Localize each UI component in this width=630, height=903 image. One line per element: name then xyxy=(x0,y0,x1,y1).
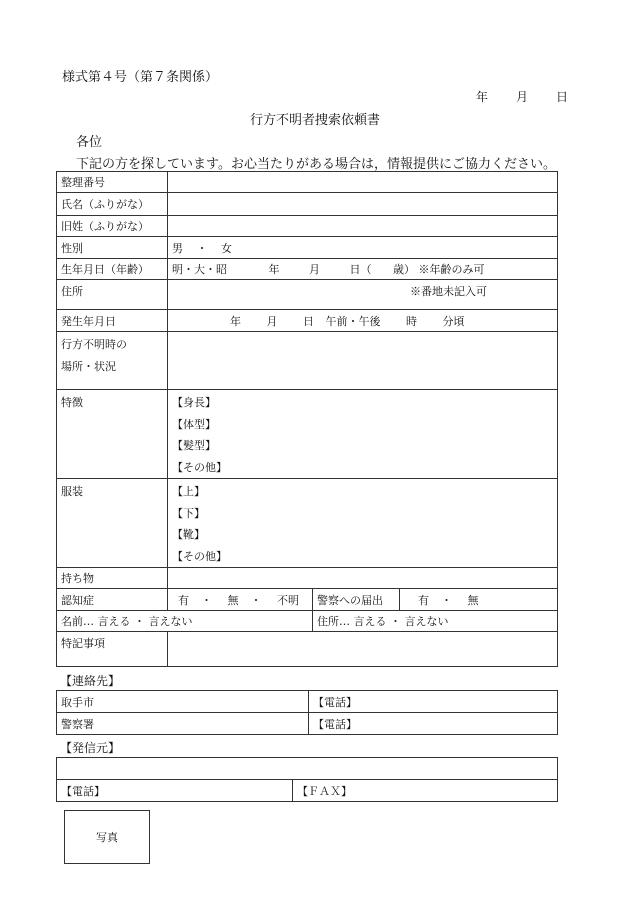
police-report-field[interactable]: 有 ・ 無 xyxy=(400,589,558,611)
sender-phone[interactable]: 【電話】 xyxy=(57,780,293,802)
missing-place-line-1: 行方不明時の xyxy=(61,338,127,351)
dementia-no[interactable]: 無 xyxy=(227,593,239,607)
name-kana-field[interactable] xyxy=(168,193,558,216)
occ-minute: 分頃 xyxy=(442,314,465,328)
clothing-bottom: 【下】 xyxy=(172,506,205,520)
feature-other: 【その他】 xyxy=(172,460,227,474)
page-title: 行方不明者捜索依頼書 xyxy=(250,113,381,128)
photo-label: 写真 xyxy=(96,831,118,844)
management-number-field[interactable] xyxy=(168,172,558,193)
birth-field[interactable] xyxy=(168,259,558,280)
belongings-field[interactable] xyxy=(168,568,558,589)
feature-hairstyle: 【髪型】 xyxy=(172,439,216,452)
sender-fax[interactable]: 【ＦＡＸ】 xyxy=(293,780,558,802)
features-field[interactable] xyxy=(168,390,558,479)
occ-hour: 時 xyxy=(406,314,417,328)
birth-month: 月 xyxy=(309,263,320,276)
photo-box[interactable] xyxy=(64,810,150,864)
dementia-field[interactable]: 有 ・ 無 ・ 不明 xyxy=(168,589,313,611)
birth-year: 年 xyxy=(268,263,280,276)
police-report-label: 警察への届出 xyxy=(313,589,400,611)
sex-male[interactable]: 男 xyxy=(172,241,183,255)
special-notes-label: 特記事項 xyxy=(57,632,168,667)
birth-day: 日（ xyxy=(349,263,372,276)
address-label: 住所 xyxy=(57,280,168,310)
occurrence-field[interactable] xyxy=(168,310,558,332)
name-can-say[interactable]: 名前… 言える ・ 言えない xyxy=(57,611,313,632)
date-day-label: 日 xyxy=(556,90,569,104)
address-note: ※番地未記入可 xyxy=(410,285,487,298)
former-name-field[interactable] xyxy=(168,216,558,237)
sender-name-field[interactable] xyxy=(57,758,558,780)
name-kana-label: 氏名（ふりがな） xyxy=(57,193,168,216)
belongings-label: 持ち物 xyxy=(57,568,168,589)
birth-label: 生年月日（年齢） xyxy=(57,259,168,280)
dementia-yes[interactable]: 有 xyxy=(178,593,189,607)
birth-age: 歳） xyxy=(393,263,415,276)
missing-place-field[interactable] xyxy=(168,332,558,390)
contact-police[interactable]: 警察署 xyxy=(57,713,309,735)
contact-police-phone[interactable]: 【電話】 xyxy=(309,713,558,735)
address-can-say[interactable]: 住所… 言える ・ 言えない xyxy=(313,611,558,632)
sex-field[interactable] xyxy=(168,237,558,259)
former-name-label: 旧姓（ふりがな） xyxy=(57,216,168,237)
missing-person-form xyxy=(56,171,558,667)
clothing-field[interactable] xyxy=(168,479,558,568)
dementia-label: 認知症 xyxy=(57,589,168,611)
birth-note: ※年齢のみ可 xyxy=(418,263,485,276)
date-month-label: 月 xyxy=(516,90,529,104)
sex-female[interactable]: 女 xyxy=(221,241,232,255)
dementia-unknown[interactable]: 不明 xyxy=(277,593,299,607)
occ-year: 年 xyxy=(230,314,241,328)
police-no[interactable]: 無 xyxy=(467,593,479,607)
management-number-label: 整理番号 xyxy=(57,172,168,193)
missing-place-line-2: 場所・状況 xyxy=(61,359,116,373)
clothing-other: 【その他】 xyxy=(172,549,227,563)
birth-era: 明・大・昭 xyxy=(172,263,227,276)
police-yes[interactable]: 有 xyxy=(418,593,429,607)
sender-table xyxy=(56,757,558,802)
contact-city-phone[interactable]: 【電話】 xyxy=(309,691,558,713)
features-label: 特徴 xyxy=(57,390,168,479)
intro-text: 下記の方を探しています。お心当たりがある場合は，情報提供にご協力ください。 xyxy=(76,157,556,172)
sex-label: 性別 xyxy=(57,237,168,259)
contact-city[interactable]: 取手市 xyxy=(57,691,309,713)
contact-heading: 【連絡先】 xyxy=(60,674,121,688)
special-notes-field[interactable] xyxy=(168,632,558,667)
feature-build: 【体型】 xyxy=(172,417,216,431)
clothing-top: 【上】 xyxy=(172,485,205,498)
sex-dot: ・ xyxy=(196,241,208,255)
sender-heading: 【発信元】 xyxy=(60,741,121,755)
clothing-shoes: 【靴】 xyxy=(172,528,205,541)
occ-day: 日 xyxy=(303,314,314,328)
occurrence-label: 発生年月日 xyxy=(57,310,168,332)
clothing-label: 服装 xyxy=(57,479,168,568)
missing-place-label xyxy=(57,332,168,390)
occ-ampm: 午前・午後 xyxy=(325,314,381,328)
addressee: 各位 xyxy=(76,135,103,150)
address-field[interactable] xyxy=(168,280,558,310)
occ-month: 月 xyxy=(266,314,278,328)
feature-height: 【身長】 xyxy=(172,396,216,409)
form-number: 様式第４号（第７条関係） xyxy=(62,70,219,85)
date-year-label: 年 xyxy=(476,90,489,104)
contact-table xyxy=(56,690,558,735)
